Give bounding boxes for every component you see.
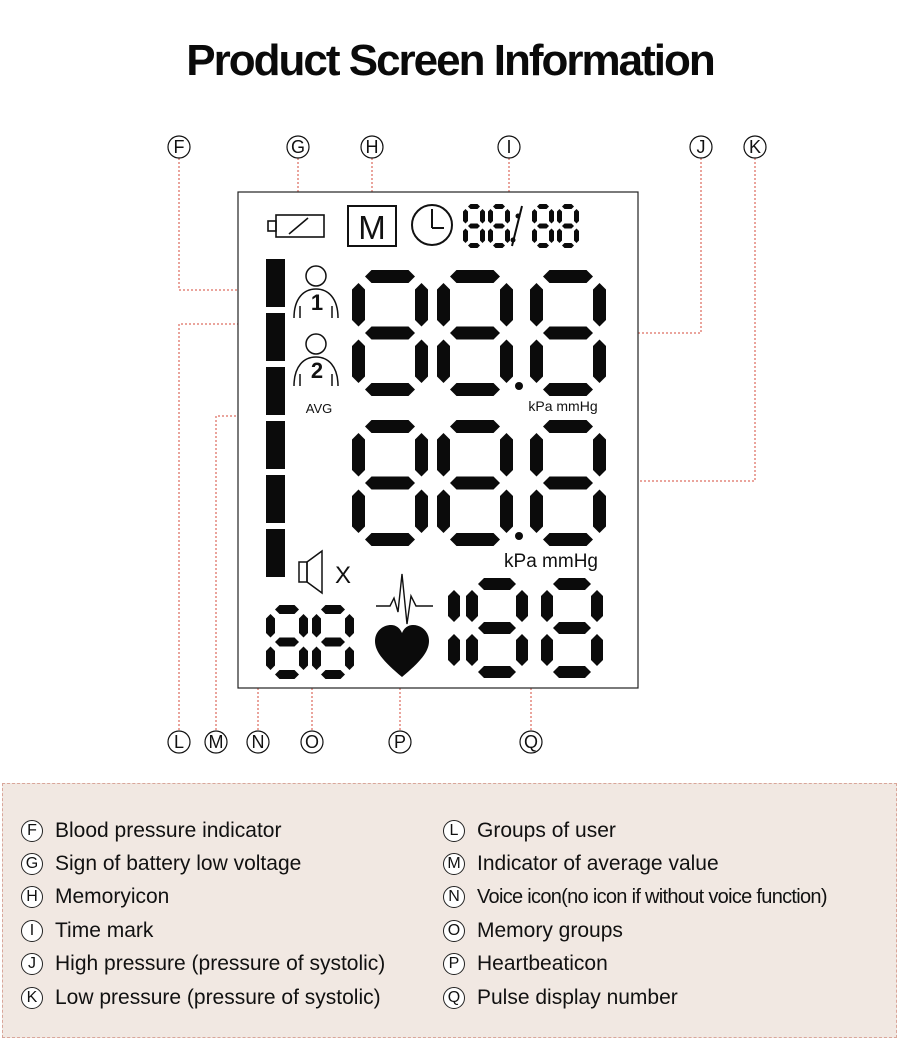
pulse-digit-3-segment-c [591,634,603,666]
legend-item-h [21,881,385,914]
memory-icon-label: M [358,209,386,246]
time-digit-1-segment-f [463,209,468,224]
legend-text-f: Blood pressure indicator [55,818,282,842]
legend-panel [2,783,897,1038]
callout-p [389,731,411,753]
systolic-unit: kPa mmHg [528,398,598,414]
callout-n-label: N [251,732,265,752]
callout-n [247,731,269,753]
pulse-digit-3-segment-f [541,590,553,622]
diastolic-digit-3-segment-a [543,420,593,433]
diastolic-decimal-point [515,532,523,540]
systolic-digit-1-segment-c [415,340,428,384]
systolic-digit-2-segment-c [500,340,513,384]
legend-badge-p: P [443,953,465,975]
systolic-digit-1-segment-a [365,270,415,283]
diastolic-digit-2-segment-g [450,477,500,490]
diastolic-digit-2-segment-a [450,420,500,433]
callout-i [498,136,520,158]
memory-digit-1-segment-c [299,647,308,671]
pulse-digit-1-segment-c [448,634,460,666]
systolic-digit-3-segment-a [543,270,593,283]
callout-g-label: G [290,137,306,157]
time-digit-1-segment-a [468,204,480,209]
legend-badge-n: N [443,886,465,908]
time-digit-2-segment-g [493,224,505,229]
legend-item-m [443,847,827,880]
time-digit-1-segment-d [468,243,480,248]
time-digit-3-segment-c [549,229,554,244]
legend-badge-o: O [443,920,465,942]
time-digit-3-segment-f [532,209,537,224]
diastolic-digit-3-segment-d [543,533,593,546]
legend-item-o [443,914,827,947]
diastolic-digit-1-segment-a [365,420,415,433]
memory-digit-2-segment-d [321,670,345,679]
callout-k [744,136,766,158]
systolic-digit-3-segment-e [530,340,543,384]
avg-label: AVG [305,401,333,416]
time-digit-2-segment-f [488,209,493,224]
page-title: Product Screen Information [186,36,714,85]
pulse-digit-2-segment-g [478,622,516,634]
time-digit-4-segment-a [562,204,574,209]
time-digit-2-segment-b [505,209,510,224]
callout-l [168,731,190,753]
legend-text-q: Pulse display number [477,985,678,1009]
callout-l-label: L [173,732,185,752]
systolic-digit-3-segment-f [530,283,543,327]
legend-text-o: Memory groups [477,918,623,942]
memory-digit-1-segment-f [266,614,275,638]
systolic-digit-2-segment-e [437,340,450,384]
memory-digit-1-segment-b [299,614,308,638]
callout-h-label: H [365,137,379,157]
memory-digit-1-segment-d [275,670,299,679]
callout-f [168,136,190,158]
user-1-label: 1 [310,290,324,315]
pulse-digit-1-segment-b [448,590,460,622]
memory-digit-1-segment-a [275,605,299,614]
time-digit-1-segment-g [468,224,480,229]
systolic-digit-3-segment-d [543,383,593,396]
callout-q [520,731,542,753]
diastolic-digit-2-segment-d [450,533,500,546]
callout-g [287,136,309,158]
time-digit-3-segment-d [537,243,549,248]
callout-m [205,731,227,753]
diastolic-digit-1-segment-c [415,490,428,534]
legend-text-p: Heartbeaticon [477,952,608,976]
user-2-label: 2 [310,358,324,383]
legend-text-n: Voice icon(no icon if without voice function) [477,885,827,908]
systolic-digit-3-segment-c [593,340,606,384]
time-digit-3-segment-a [537,204,549,209]
memory-digit-2-segment-e [312,647,321,671]
diastolic-digit-2-segment-c [500,490,513,534]
systolic-digit-2-segment-a [450,270,500,283]
diastolic-digit-1-segment-d [365,533,415,546]
legend-badge-l: L [443,820,465,842]
legend-item-p [443,948,827,981]
systolic-digit-2-segment-b [500,283,513,327]
memory-digit-1-segment-g [275,638,299,647]
memory-digit-1-segment-e [266,647,275,671]
systolic-digit-1-segment-d [365,383,415,396]
legend-left-column [21,814,385,1014]
pulse-digit-3-segment-g [553,622,591,634]
callout-i-label: I [506,137,512,157]
legend-item-f [21,814,385,847]
time-digit-4-segment-c [574,229,579,244]
legend-text-l: Groups of user [477,818,616,842]
legend-text-k: Low pressure (pressure of systolic) [55,985,381,1009]
callout-o [301,731,323,753]
time-digit-3-segment-b [549,209,554,224]
legend-item-l [443,814,827,847]
legend-badge-m: M [443,853,465,875]
diastolic-digit-3-segment-c [593,490,606,534]
systolic-digit-1-segment-f [352,283,365,327]
callout-j-label: J [696,137,706,157]
callout-o-label: O [304,732,320,752]
legend-text-m: Indicator of average value [477,852,719,876]
legend-right-column [443,814,827,1014]
diastolic-digit-3-segment-f [530,433,543,477]
legend-badge-k: K [21,987,43,1009]
time-digit-4-segment-d [562,243,574,248]
systolic-digit-3-segment-g [543,327,593,340]
legend-badge-f: F [21,820,43,842]
legend-item-q [443,981,827,1014]
time-digit-4-segment-g [562,224,574,229]
diastolic-digit-1-segment-f [352,433,365,477]
legend-badge-i: I [21,920,43,942]
pulse-digit-3-segment-e [541,634,553,666]
callout-q-label: Q [523,732,539,752]
diastolic-digit-2-segment-b [500,433,513,477]
legend-badge-j: J [21,953,43,975]
mute-mark: X [334,562,352,589]
memory-digit-2-segment-g [321,638,345,647]
systolic-digit-2-segment-g [450,327,500,340]
time-digit-4-segment-b [574,209,579,224]
time-digit-1-segment-e [463,229,468,244]
legend-text-j: High pressure (pressure of systolic) [55,952,386,976]
callout-k-label: K [748,137,762,157]
pulse-digit-3-segment-a [553,578,591,590]
time-digit-2-segment-d [493,243,505,248]
diastolic-digit-3-segment-b [593,433,606,477]
pulse-digit-2-segment-c [516,634,528,666]
diastolic-digit-2-segment-f [437,433,450,477]
diastolic-digit-2-segment-e [437,490,450,534]
pulse-digit-3-segment-b [591,590,603,622]
pulse-digit-2-segment-d [478,666,516,678]
pulse-digit-2-segment-a [478,578,516,590]
time-digit-1-segment-b [480,209,485,224]
diastolic-unit: kPa mmHg [504,551,598,572]
diastolic-digit-3-segment-g [543,477,593,490]
systolic-digit-1-segment-b [415,283,428,327]
time-digit-2-segment-e [488,229,493,244]
diastolic-digit-1-segment-g [365,477,415,490]
pulse-digit-2-segment-f [466,590,478,622]
legend-badge-h: H [21,886,43,908]
legend-text-h: Memoryicon [55,885,170,909]
callout-f-label: F [173,137,185,157]
legend-text-g: Sign of battery low voltage [55,852,302,876]
legend-item-g [21,847,385,880]
memory-digit-2-segment-c [345,647,354,671]
legend-item-j [21,948,385,981]
legend-badge-g: G [21,853,43,875]
systolic-digit-3-segment-b [593,283,606,327]
pulse-digit-3-segment-d [553,666,591,678]
callout-j [690,136,712,158]
pulse-digit-2-segment-e [466,634,478,666]
memory-digit-2-segment-f [312,614,321,638]
time-digit-4-segment-f [557,209,562,224]
time-digit-1-segment-c [480,229,485,244]
legend-item-k [21,981,385,1014]
systolic-digit-1-segment-g [365,327,415,340]
systolic-digit-1-segment-e [352,340,365,384]
diastolic-digit-3-segment-e [530,490,543,534]
callout-m-label: M [208,732,224,752]
memory-digit-2-segment-b [345,614,354,638]
diastolic-digit-1-segment-b [415,433,428,477]
systolic-digit-2-segment-d [450,383,500,396]
time-digit-2-segment-c [505,229,510,244]
callout-p-label: P [393,732,407,752]
pulse-digit-2-segment-b [516,590,528,622]
time-digit-2-segment-a [493,204,505,209]
diastolic-digit-1-segment-e [352,490,365,534]
systolic-digit-2-segment-f [437,283,450,327]
legend-text-i: Time mark [55,918,154,942]
systolic-decimal-point [515,382,523,390]
legend-item-n [443,881,827,914]
callout-h [361,136,383,158]
memory-digit-2-segment-a [321,605,345,614]
time-digit-4-segment-e [557,229,562,244]
legend-item-i [21,914,385,947]
legend-badge-q: Q [443,987,465,1009]
